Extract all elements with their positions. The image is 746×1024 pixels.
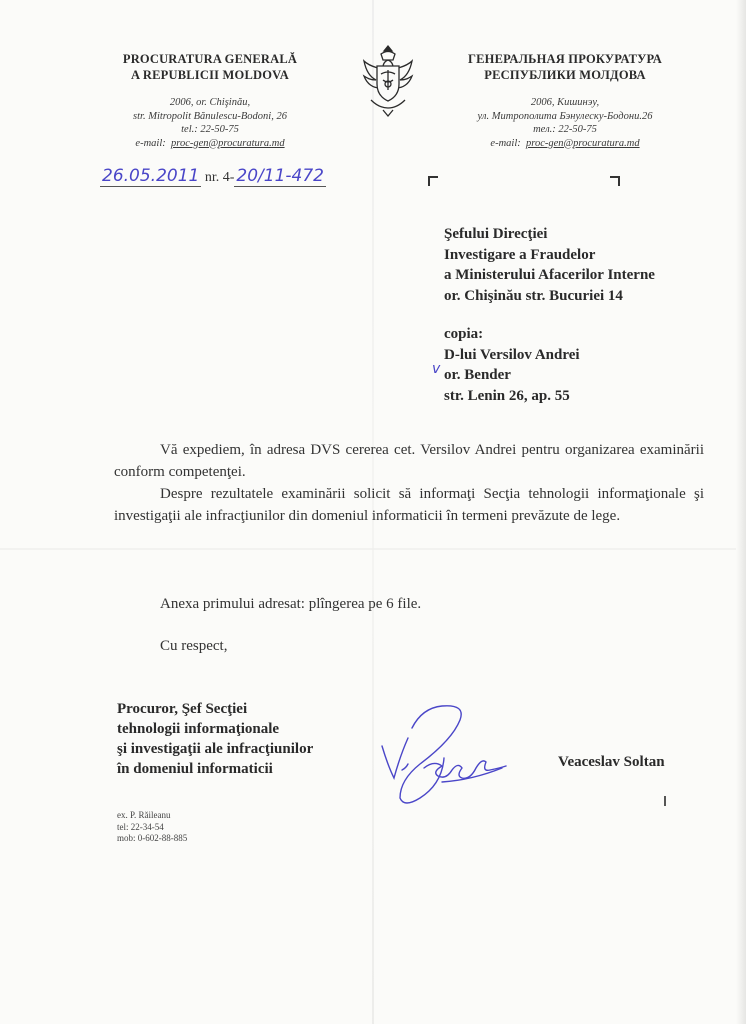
address-corner-right [610,176,620,186]
moldova-coat-of-arms-icon [357,40,419,118]
closing-line: Cu respect, [160,638,228,654]
signatory-title [117,699,377,779]
body-paragraph-2: Despre rezultatele examinării solicit să informaţi Secţia tehnologii informaţionale şi investigaţii ale infracţiunilor din domeniul informaticii în termeni prevăzute de lege. [114,486,704,524]
handwritten-check-mark: v [432,361,441,377]
copy-line3: str. Lenin 26, ap. 55 [444,387,570,404]
paper-speck [664,796,666,806]
reference-date: 26.05.2011 [102,166,200,186]
reference-number: 20/11-472 [236,166,324,186]
copy-label: copia: [444,326,484,342]
addressee-line4: or. Chişinău str. Bucuriei 14 [444,287,623,304]
header-ru-email-link[interactable]: proc-gen@procuratura.md [526,137,640,149]
handwritten-signature [372,698,522,818]
copy-block [444,324,734,406]
copy-line1: D-lui Versilov Andrei [444,346,580,363]
footer-executor: ex. P. Răileanu [117,810,171,820]
addressee-block [444,224,734,306]
header-ru-title [450,51,680,83]
signatory-line3: şi investigaţii ale infracţiunilor [117,741,314,757]
paper-edge-shadow [736,0,746,1024]
signatory-line2: tehnologii informaţionale [117,721,280,737]
header-ru-addr-line2: ул. Митрополита Бэнулеску-Бодони.26 [477,110,653,122]
header-ru-title-line2: РЕСПУБЛИКИ МОЛДОВА [484,68,646,82]
header-ru-address [450,96,680,150]
signatory-line1: Procuror, Şef Secţiei [117,701,248,717]
address-corner-left [428,176,438,186]
reference-line [100,166,326,192]
header-ru-email-row [450,137,680,151]
header-ro-title-line1: PROCURATURA GENERALĂ [122,52,298,66]
footer-mob: mob: 0-602-88-885 [117,833,188,843]
header-ro-tel: tel.: 22-50-75 [181,124,239,135]
copy-line2: or. Bender [444,367,511,383]
header-ru-email-label: e-mail: [490,137,521,149]
signatory-line4: în domeniul informaticii [117,761,273,777]
header-ru-tel: тел.: 22-50-75 [533,124,597,135]
header-ru-addr-line1: 2006, Кишинэу, [530,97,600,108]
header-ru-title-line1: ГЕНЕРАЛЬНАЯ ПРОКУРАТУРА [467,52,663,66]
signatory-name: Veaceslav Soltan [558,754,665,770]
addressee-line3: a Ministerului Afacerilor Interne [444,267,655,283]
header-ro-email-label: e-mail: [135,137,166,149]
header-ro-addr-line2: str. Mitropolit Bănulescu-Bodoni, 26 [133,110,287,122]
executor-footer [117,810,187,845]
header-ro-email-row [100,137,320,151]
reference-nr-label: nr. 4- [204,170,235,185]
header-ro-addr-line1: 2006, or. Chişinău, [169,97,251,108]
addressee-line1: Şefului Direcţiei [444,226,548,242]
paper-fold-horizontal [0,548,746,550]
body-paragraph-1: Vă expediem, în adresa DVS cererea cet. Versilov Andrei pentru organizarea examinării conform competenţei. [114,442,704,480]
header-ro-title-line2: A REPUBLICII MOLDOVA [131,68,289,82]
header-ro-email-link[interactable]: proc-gen@procuratura.md [171,137,285,149]
footer-tel: tel: 22-34-54 [117,821,164,832]
addressee-line2: Investigare a Fraudelor [444,246,596,263]
header-ro-address [100,96,320,150]
annex-line: Anexa primului adresat: plîngerea pe 6 file. [160,596,422,612]
header-ro-title [100,51,320,83]
letter-body [114,439,704,527]
